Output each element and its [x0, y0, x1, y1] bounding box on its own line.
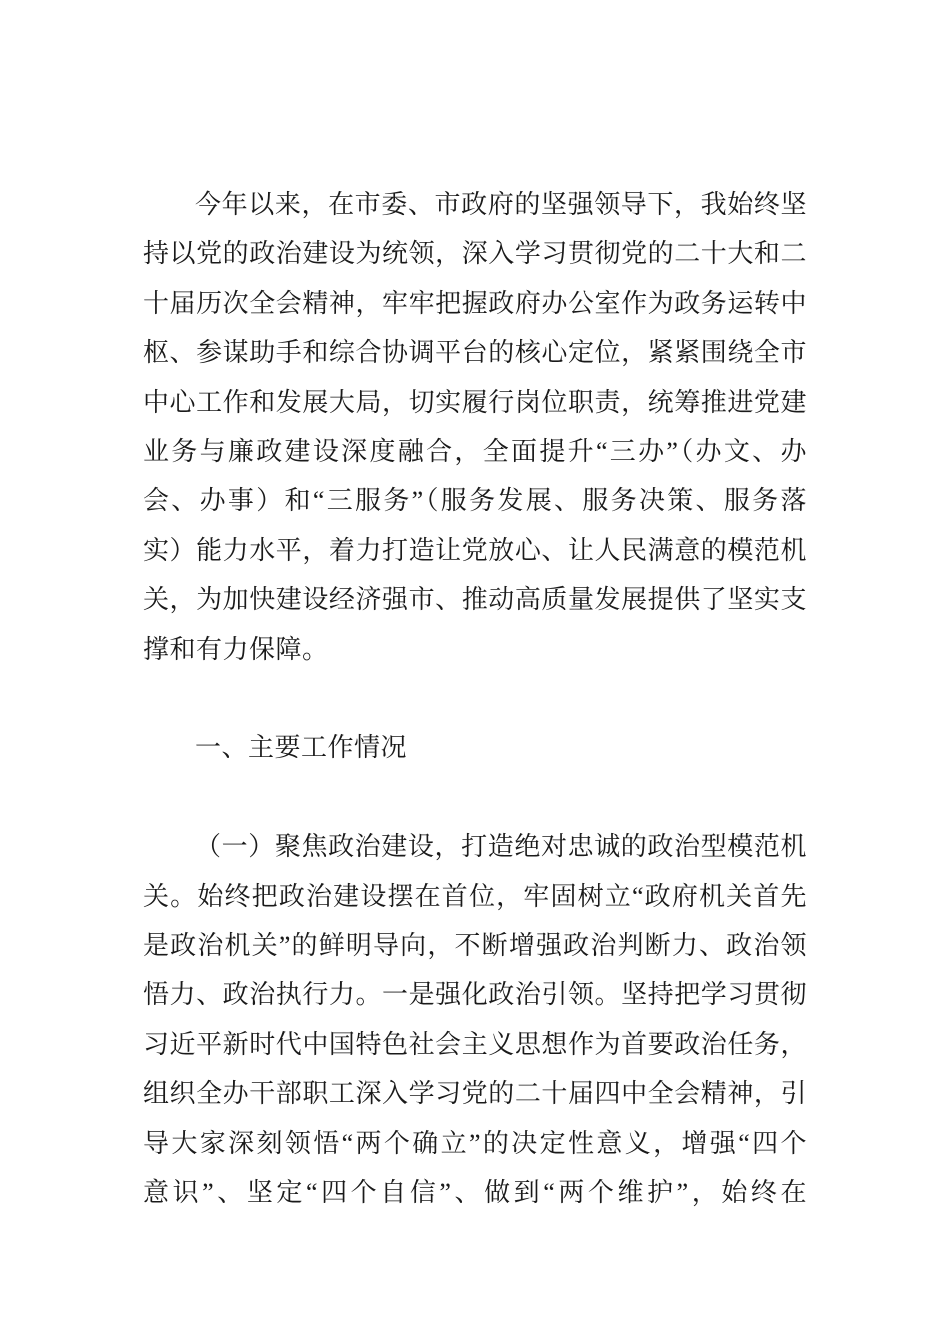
text-line: 实）能力水平，着力打造让党放心、让人民满意的模范机	[143, 535, 807, 565]
text-line: 业务与廉政建设深度融合，全面提升“三办”（办文、办	[143, 437, 807, 467]
section-heading-1	[143, 723, 807, 772]
text-line: 今年以来，在市委、市政府的坚强领导下，我始终坚	[195, 190, 807, 219]
text-line: 组织全办干部职工深入学习党的二十届四中全会精神，引	[143, 1079, 807, 1109]
text-line: 枢、参谋助手和综合协调平台的核心定位，紧紧围绕全市	[143, 338, 807, 368]
text-line: 意识”、坚定“四个自信”、做到“两个维护”，始终在	[143, 1178, 807, 1208]
text-line: 中心工作和发展大局，切实履行岗位职责，统筹推进党建	[143, 387, 807, 417]
text-line: 悟力、政治执行力。一是强化政治引领。坚持把学习贯彻	[143, 980, 807, 1010]
text-line: 是政治机关”的鲜明导向，不断增强政治判断力、政治领	[143, 931, 807, 961]
text-line: 撑和有力保障。	[143, 634, 329, 664]
text-line: 一、主要工作情况	[195, 733, 408, 763]
text-line: 导大家深刻领悟“两个确立”的决定性意义，增强“四个	[143, 1128, 807, 1158]
text-line: （一）聚焦政治建设，打造绝对忠诚的政治型模范机	[195, 832, 807, 862]
text-line: 持以党的政治建设为统领，深入学习贯彻党的二十大和二	[143, 239, 807, 269]
intro-paragraph	[143, 180, 807, 674]
document-body	[143, 180, 807, 1218]
subsection-1-paragraph	[143, 822, 807, 1217]
text-line: 十届历次全会精神，牢牢把握政府办公室作为政务运转中	[143, 288, 807, 318]
text-line: 习近平新时代中国特色社会主义思想作为首要政治任务，	[143, 1029, 807, 1059]
text-line: 关。始终把政治建设摆在首位，牢固树立“政府机关首先	[143, 881, 807, 911]
text-line: 会、办事）和“三服务”（服务发展、服务决策、服务落	[143, 486, 807, 516]
text-line: 关，为加快建设经济强市、推动高质量发展提供了坚实支	[143, 585, 807, 615]
